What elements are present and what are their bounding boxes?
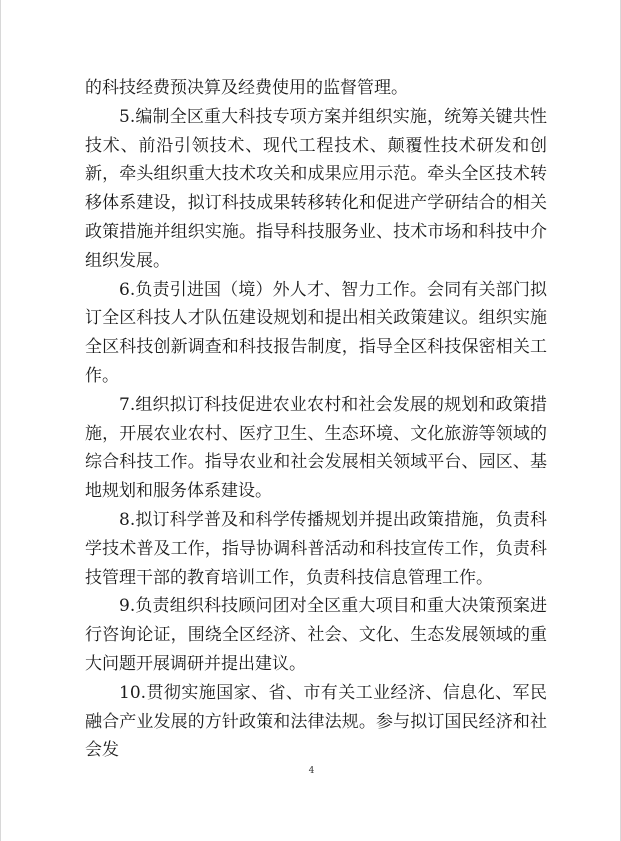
paragraph-item-10: 10.贯彻实施国家、省、市有关工业经济、信息化、军民融合产业发展的方针政策和法律法规。参与拟订国民经济和社会发: [85, 682, 547, 761]
paragraph-item-7: 7.组织拟订科技促进农业农村和社会发展的规划和政策措施，开展农业农村、医疗卫生、生态环境、文化旅游等领域的综合科技工作。指导农业和社会发展相关领域平台、园区、基地规划和服务体系建设。: [85, 394, 547, 502]
paragraph-item-9: 9.负责组织科技顾问团对全区重大项目和重大决策预案进行咨询论证，围绕全区经济、社会、文化、生态发展领域的重大问题开展调研并提出建议。: [85, 596, 547, 674]
paragraph-item-6: 6.负责引进国（境）外人才、智力工作。会同有关部门拟订全区科技人才队伍建设规划和提出相关政策建议。组织实施全区科技创新调查和科技报告制度，指导全区科技保密相关工作。: [85, 279, 547, 386]
paragraph-item-5: 5.编制全区重大科技专项方案并组织实施，统筹关键共性技术、前沿引领技术、现代工程技术、颠覆性技术研发和创新，牵头组织重大技术攻关和成果应用示范。牵头全区技术转移体系建设，拟订科技成果转移转化和促进产学研结合的相关政策措施并组织实施。指导科技服务业、技术市场和科技中介组织发展。: [85, 106, 547, 271]
paragraph-item-8: 8.拟订科学普及和科学传播规划并提出政策措施，负责科学技术普及工作，指导协调科普活动和科技宣传工作，负责科技管理干部的教育培训工作，负责科技信息管理工作。: [85, 509, 547, 588]
paragraph-continuation: 的科技经费预决算及经费使用的监督管理。: [85, 78, 408, 98]
document-body: [85, 74, 547, 765]
page-number: 4: [308, 766, 315, 776]
